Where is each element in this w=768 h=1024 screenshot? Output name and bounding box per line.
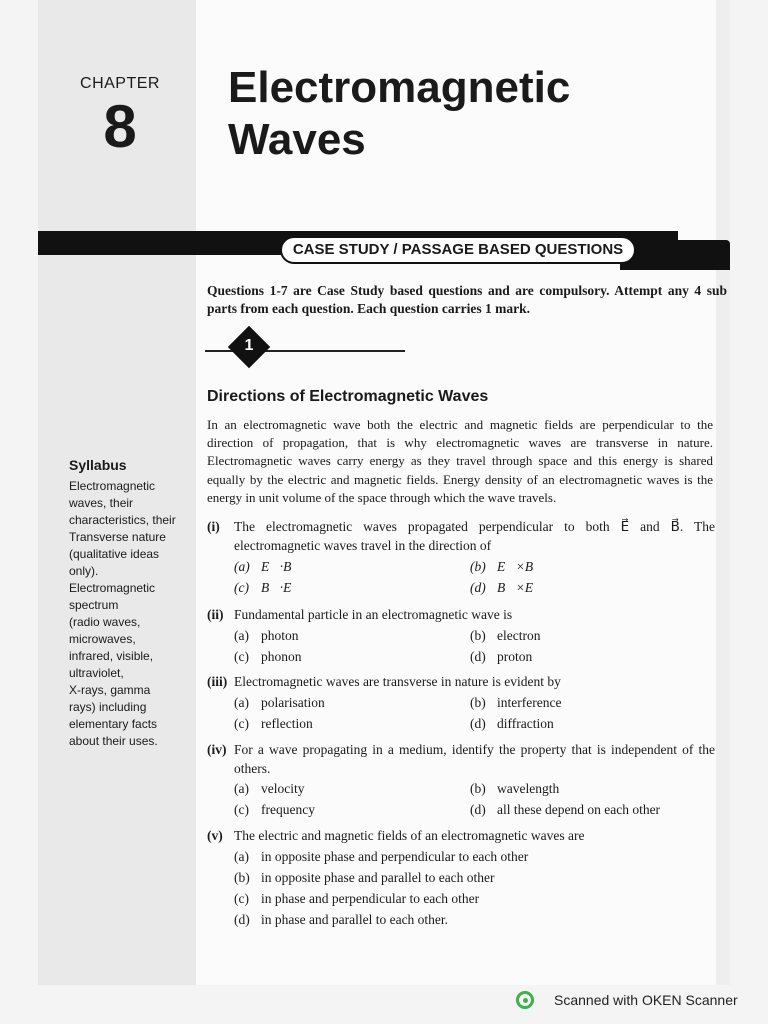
syllabus-title: Syllabus (69, 457, 127, 473)
section-heading: Directions of Electromagnetic Waves (207, 388, 489, 405)
option-text: diffraction (497, 716, 554, 731)
syllabus-line: rays) including (69, 700, 147, 714)
question-text: The electric and magnetic fields of an electromagnetic waves are (234, 828, 585, 843)
option-text: reflection (261, 716, 313, 731)
question-stem (207, 826, 715, 845)
option-label: (b) (470, 559, 486, 574)
question-text: Fundamental particle in an electromagnetic wave is (234, 607, 513, 622)
question-text: For a wave propagating in a medium, identify the property that is independent of the others. (234, 742, 715, 776)
question-num: (v) (207, 828, 223, 843)
option-label: (a) (234, 849, 249, 864)
question-text: Electromagnetic waves are transverse in nature is evident by (234, 674, 561, 689)
syllabus-line: about their uses. (69, 734, 158, 748)
syllabus-line: elementary facts (69, 717, 158, 731)
chapter-number: 8 (103, 93, 137, 160)
syllabus-line: (radio waves, (69, 615, 141, 629)
option-text: frequency (261, 802, 315, 817)
option-text: photon (261, 628, 299, 643)
option-label: (d) (470, 649, 486, 664)
question-num: (ii) (207, 607, 224, 622)
syllabus-line: spectrum (69, 598, 119, 612)
option-label: (a) (234, 695, 249, 710)
passage-text: In an electromagnetic wave both the electric and magnetic fields are perpendicular to the direction of propagation, that is why electromagnetic waves are transverse in nature. Electromagnetic waves carry energy as they travel through space and this energy is shared equally by the electric and magnetic fields. Energy density of an electromagnetic waves is the energy in unit volume of the space through which the wave travels. (207, 417, 713, 505)
option (234, 714, 313, 733)
option (234, 800, 315, 819)
option-text: all these depend on each other (497, 802, 661, 817)
syllabus-line: X-rays, gamma (69, 683, 151, 697)
option (470, 626, 540, 645)
banner-bar-tail (620, 240, 730, 270)
syllabus-line: Electromagnetic (69, 479, 156, 493)
option (234, 889, 479, 908)
question-stem (207, 517, 715, 555)
option-label: (d) (234, 912, 250, 927)
option-label: (b) (470, 695, 486, 710)
option-text: E⃗×B⃗ (497, 559, 544, 574)
option-label: (a) (234, 559, 250, 574)
syllabus-line: infrared, visible, (69, 649, 154, 663)
oken-logo-icon (516, 991, 534, 1009)
syllabus-line: characteristics, their (69, 513, 176, 527)
option-label: (d) (470, 580, 486, 595)
syllabus-line: waves, their (69, 496, 134, 510)
syllabus-body (69, 478, 193, 750)
syllabus-line: Electromagnetic (69, 581, 156, 595)
syllabus-line: only). (69, 564, 99, 578)
syllabus-line: ultraviolet, (69, 666, 124, 680)
option (234, 779, 305, 798)
option-text: in opposite phase and perpendicular to each other (261, 849, 529, 864)
option-text: in phase and perpendicular to each other (261, 891, 480, 906)
option (470, 578, 544, 597)
option (234, 910, 448, 929)
option (470, 779, 559, 798)
option (470, 693, 561, 712)
question-stem (207, 740, 715, 778)
option-text: E⃗·B⃗ (261, 559, 302, 574)
option-label: (b) (470, 628, 486, 643)
question-num: (iv) (207, 742, 227, 757)
option-text: B⃗·E⃗ (261, 580, 302, 595)
option-text: wavelength (497, 781, 560, 796)
option (470, 557, 544, 576)
intro-instructions: Questions 1-7 are Case Study based questions and are compulsory. Attempt any 4 sub parts from each question. Each question carries 1 mark. (207, 283, 727, 316)
option-text: B⃗×E⃗ (497, 580, 544, 595)
option-label: (c) (234, 891, 249, 906)
scanner-watermark-text: Scanned with OKEN Scanner (554, 992, 738, 1008)
option-label: (b) (234, 870, 250, 885)
option (234, 557, 302, 576)
question-num: (iii) (207, 674, 228, 689)
page-edge (716, 0, 730, 985)
chapter-title-line2: Waves (228, 115, 366, 164)
option-text: in phase and parallel to each other. (261, 912, 449, 927)
chapter-title-line1: Electromagnetic (228, 63, 571, 112)
option-text: velocity (261, 781, 305, 796)
option-label: (a) (234, 628, 249, 643)
option-text: polarisation (261, 695, 325, 710)
option-text: electron (497, 628, 541, 643)
option-text: proton (497, 649, 533, 664)
question-stem (207, 672, 715, 691)
option-text: phonon (261, 649, 302, 664)
option-text: in opposite phase and parallel to each other (261, 870, 495, 885)
option (470, 714, 554, 733)
option-label: (b) (470, 781, 486, 796)
option (234, 626, 299, 645)
option (234, 868, 495, 887)
option-text: interference (497, 695, 562, 710)
chapter-title (228, 62, 648, 166)
syllabus-line: (qualitative ideas (69, 547, 160, 561)
syllabus-line: Transverse nature (69, 530, 166, 544)
question-stem (207, 605, 715, 624)
option-label: (c) (234, 580, 249, 595)
option-label: (c) (234, 716, 249, 731)
option-label: (d) (470, 802, 486, 817)
question-num: (i) (207, 519, 220, 534)
option (470, 647, 532, 666)
option (234, 578, 302, 597)
option (234, 847, 528, 866)
option (470, 800, 660, 819)
question-text: The electromagnetic waves propagated perpendicular to both E⃗ and B⃗. The electromagnetic waves travel in the direction of (234, 519, 715, 553)
option (234, 693, 325, 712)
option-label: (d) (470, 716, 486, 731)
section-banner: CASE STUDY / PASSAGE BASED QUESTIONS (280, 236, 636, 264)
option-label: (c) (234, 649, 249, 664)
option-label: (c) (234, 802, 249, 817)
option (234, 647, 302, 666)
chapter-label: CHAPTER (80, 75, 160, 92)
option-label: (a) (234, 781, 249, 796)
question-number: 1 (244, 337, 254, 354)
syllabus-line: microwaves, (69, 632, 136, 646)
